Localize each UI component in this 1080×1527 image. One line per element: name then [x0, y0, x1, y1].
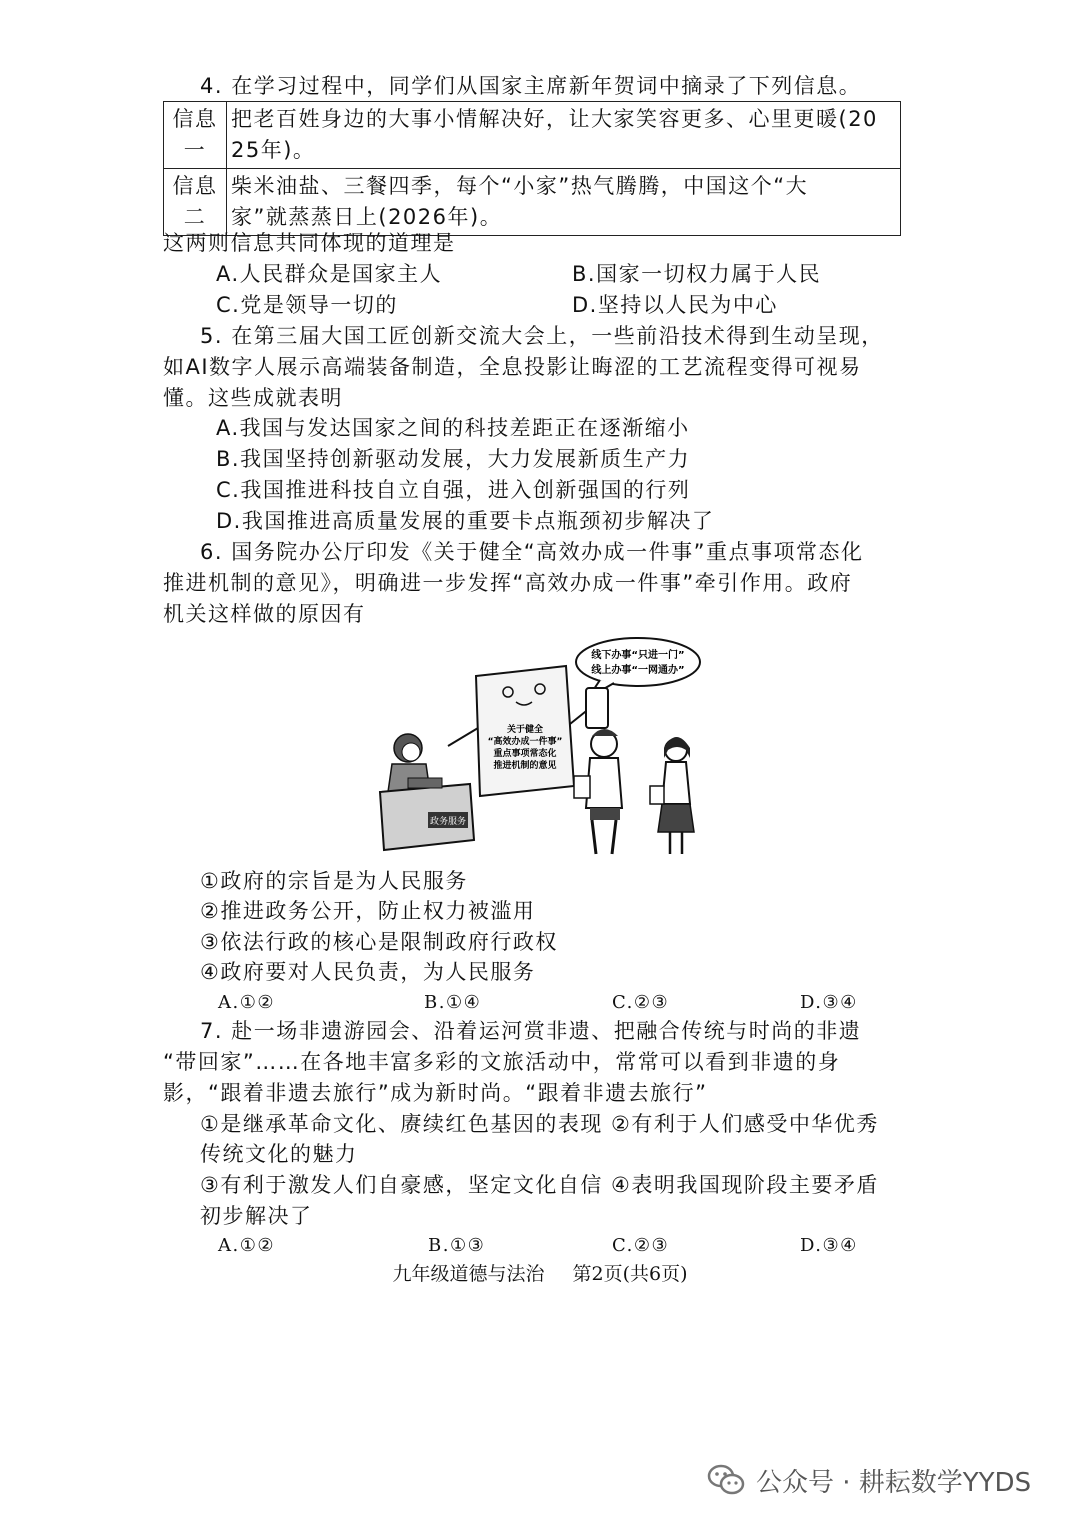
- q7-choice-a: A.①②: [218, 1235, 275, 1256]
- q6-stem-line1: 6. 国务院办公厅印发《关于健全“高效办成一件事”重点事项常态化: [200, 540, 864, 564]
- q7-stem-line3: 影，“跟着非遗去旅行”成为新时尚。“跟着非遗去旅行”: [163, 1081, 708, 1105]
- info-text: 把老百姓身边的大事小情解决好，让大家笑容更多、心里更暖(20 25年)。: [227, 102, 901, 169]
- q4-info-table: [163, 101, 901, 236]
- q5-option-a: A.我国与发达国家之间的科技差距正在逐渐缩小: [216, 416, 690, 440]
- q6-choice-b: B.①④: [424, 992, 482, 1013]
- q6-item-4: ④政府要对人民负责，为人民服务: [200, 960, 536, 984]
- q6-stem-line2: 推进机制的意见》，明确进一步发挥“高效办成一件事”牵引作用。政府: [163, 571, 853, 595]
- q4-option-d: D.坚持以人民为中心: [572, 293, 778, 317]
- footer-page-number: 第2页(共6页): [572, 1263, 688, 1285]
- doc-line-1: 关于健全: [506, 725, 544, 735]
- q6-item-2: ②推进政务公开，防止权力被滥用: [200, 899, 536, 923]
- q6-choice-d: D.③④: [800, 992, 858, 1013]
- government-service-cartoon: [378, 636, 708, 858]
- bubble-text-2: 线上办事“一网通办”: [591, 665, 685, 676]
- doc-line-4: 推进机制的意见: [493, 761, 557, 771]
- q5-option-d: D.我国推进高质量发展的重要卡点瓶颈初步解决了: [216, 509, 715, 533]
- q4-stem: 4. 在学习过程中，同学们从国家主席新年贺词中摘录了下列信息。: [200, 74, 862, 98]
- wechat-icon: [706, 1460, 746, 1500]
- q7-item-line2: 传统文化的魅力: [200, 1142, 358, 1166]
- page-footer: [0, 1259, 1080, 1286]
- q5-option-c: C.我国推进科技自立自强，进入创新强国的行列: [216, 478, 691, 502]
- q4-question: 这两则信息共同体现的道理是: [163, 231, 456, 255]
- q5-stem-line2: 如AI数字人展示高端装备制造，全息投影让晦涩的工艺流程变得可视易: [163, 355, 862, 379]
- info-label: 信息 二: [164, 169, 227, 236]
- table-row: [164, 102, 901, 169]
- q7-choice-b: B.①③: [428, 1235, 486, 1256]
- q4-option-a: A.人民群众是国家主人: [216, 262, 443, 286]
- phone-icon: [586, 688, 608, 728]
- q7-stem-line1: 7. 赴一场非遗游园会、沿着运河赏非遗、把融合传统与时尚的非遗: [200, 1019, 862, 1043]
- q6-stem-line3: 机关这样做的原因有: [163, 602, 366, 626]
- q4-option-c: C.党是领导一切的: [216, 293, 398, 317]
- q6-item-1: ①政府的宗旨是为人民服务: [200, 869, 468, 893]
- table-row: [164, 169, 901, 236]
- q7-choice-d: D.③④: [800, 1235, 858, 1256]
- doc-line-2: “高效办成一件事”: [487, 737, 563, 747]
- q6-choice-c: C.②③: [612, 992, 670, 1013]
- q5-stem-line1: 5. 在第三届大国工匠创新交流大会上，一些前沿技术得到生动呈现，: [200, 324, 884, 348]
- info-text: 柴米油盐、三餐四季，每个“小家”热气腾腾，中国这个“大 家”就蒸蒸日上(2026年)。: [227, 169, 901, 236]
- q4-option-b: B.国家一切权力属于人民: [572, 262, 822, 286]
- watermark: [706, 1458, 1031, 1502]
- desk-sign: 政务服务: [429, 817, 467, 827]
- q7-stem-line2: “带回家”……在各地丰富多彩的文旅活动中，常常可以看到非遗的身: [163, 1050, 841, 1074]
- q6-choice-a: A.①②: [218, 992, 275, 1013]
- watermark-text: 公众号 · 耕耘数学YYDS: [756, 1467, 1032, 1498]
- q5-stem-line3: 懂。这些成就表明: [163, 386, 343, 410]
- q6-item-3: ③依法行政的核心是限制政府行政权: [200, 930, 558, 954]
- q7-item-line3: ③有利于激发人们自豪感，坚定文化自信 ④表明我国现阶段主要矛盾: [200, 1173, 879, 1197]
- q7-item-line4: 初步解决了: [200, 1204, 313, 1228]
- bubble-text-1: 线下办事“只进一门”: [591, 650, 685, 661]
- q5-option-b: B.我国坚持创新驱动发展，大力发展新质生产力: [216, 447, 691, 471]
- q7-item-line1: ①是继承革命文化、赓续红色基因的表现 ②有利于人们感受中华优秀: [200, 1112, 879, 1136]
- footer-subject: 九年级道德与法治: [392, 1263, 545, 1285]
- doc-line-3: 重点事项常态化: [493, 749, 557, 759]
- q7-choice-c: C.②③: [612, 1235, 670, 1256]
- speech-bubble: [576, 638, 700, 686]
- info-label: 信息 一: [164, 102, 227, 169]
